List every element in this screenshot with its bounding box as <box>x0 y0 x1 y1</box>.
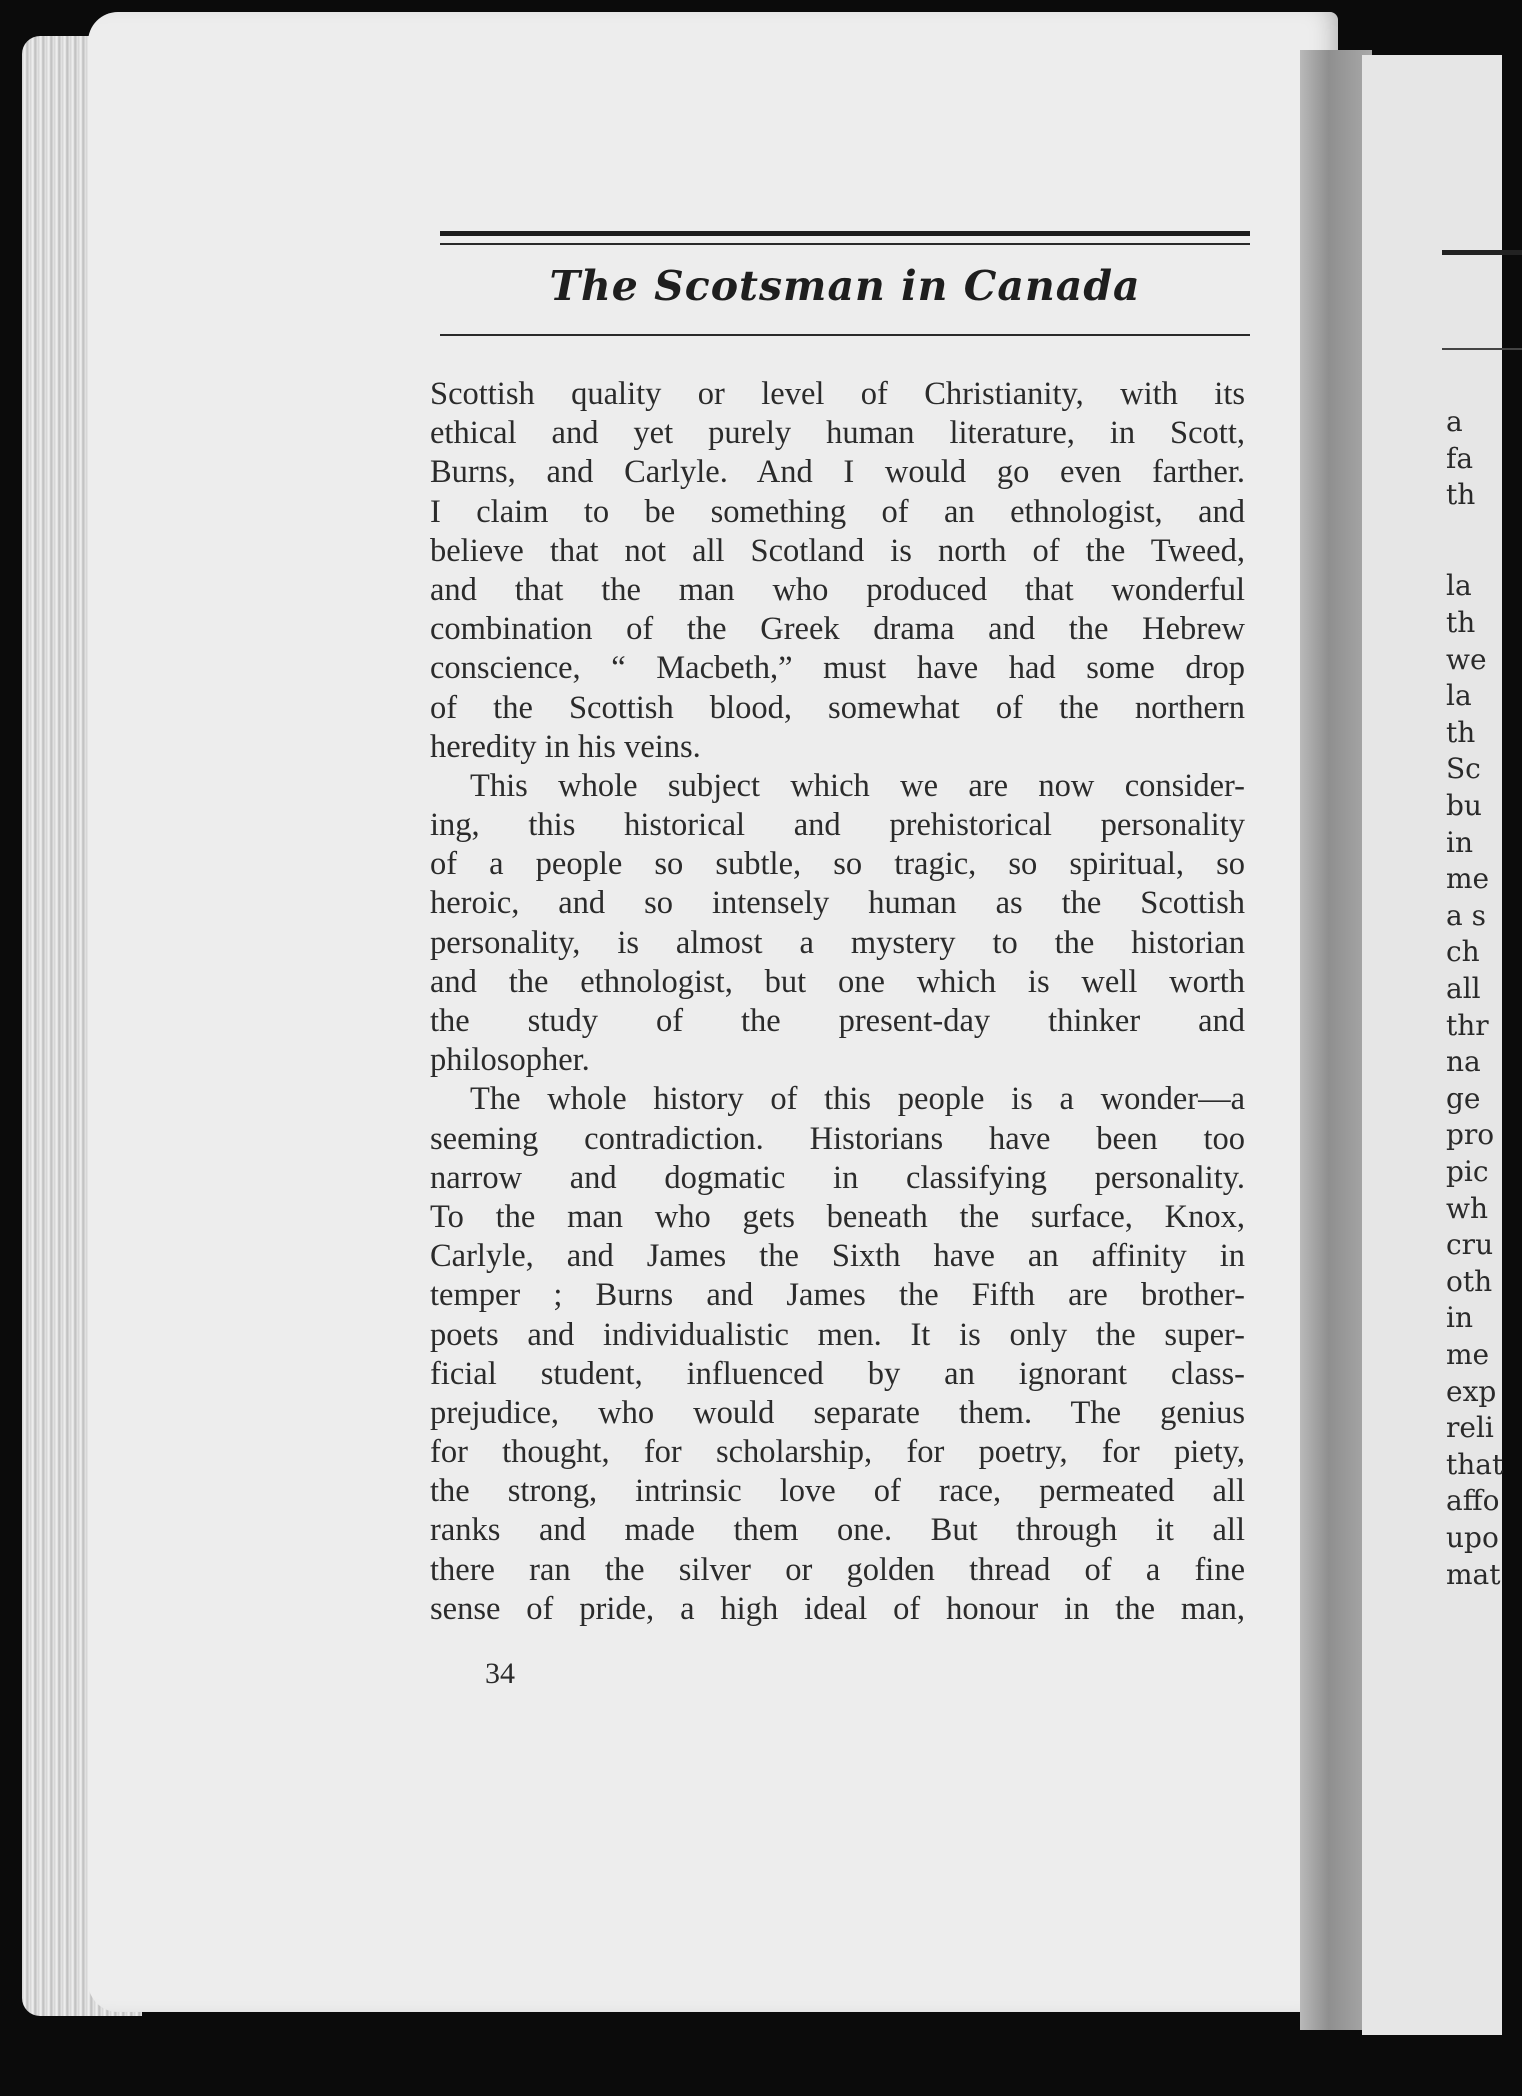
right-page-fragment-text: we <box>1446 642 1487 676</box>
text-line: personality, is almost a mystery to the historian <box>430 924 1245 961</box>
body-text <box>430 375 1245 1629</box>
text-line: seeming contradiction. Historians have been too <box>430 1120 1245 1157</box>
running-head: The Scotsman in Canada <box>549 262 1141 310</box>
text-line: temper ; Burns and James the Fifth are brother- <box>430 1277 1245 1314</box>
right-page-fragment-text: pic <box>1446 1155 1489 1188</box>
right-page-fragment-text: wh <box>1446 1191 1488 1225</box>
head-rule-bottom <box>440 334 1250 336</box>
text-line: there ran the silver or golden thread of a fine <box>430 1551 1245 1588</box>
text-line: the study of the present-day thinker and <box>430 1003 1245 1039</box>
text-line: conscience, “ Macbeth,” must have had some drop <box>430 650 1245 687</box>
text-line: ficial student, influenced by an ignorant class- <box>430 1355 1245 1392</box>
text-line: sense of pride, a high ideal of honour in the man, <box>430 1590 1245 1627</box>
right-page-fragment <box>1362 55 1502 2035</box>
right-page-head-rule <box>1442 250 1522 255</box>
right-page-fragment-text: all <box>1446 972 1481 1005</box>
text-line: ethical and yet purely human literature, in Scott, <box>430 415 1245 452</box>
right-page-fragment-text: me <box>1446 1338 1490 1371</box>
text-line: I claim to be something of an ethnologist, and <box>430 493 1245 530</box>
head-rule-thick <box>440 231 1250 236</box>
right-page-fragment-text: mat <box>1446 1557 1501 1591</box>
right-page-fragment-text: ge <box>1446 1081 1481 1115</box>
text-line: combination of the Greek drama and the Hebrew <box>430 611 1245 648</box>
text-line: prejudice, who would separate them. The genius <box>430 1394 1245 1431</box>
text-line: ing, this historical and prehistorical personality <box>430 807 1245 844</box>
head-rule-thin <box>440 243 1250 245</box>
right-page-fragment-text: that <box>1446 1447 1504 1481</box>
text-line: ranks and made them one. But through it all <box>430 1512 1245 1549</box>
text-line: and that the man who produced that wonderful <box>430 571 1245 608</box>
right-page-fragment-text: la <box>1446 569 1472 603</box>
text-line: Burns, and Carlyle. And I would go even farther. <box>430 454 1245 491</box>
text-line: narrow and dogmatic in classifying personality. <box>430 1159 1245 1196</box>
text-line: believe that not all Scotland is north of the Tweed, <box>430 532 1245 569</box>
right-page-fragment-text: bu <box>1446 789 1482 822</box>
right-page-fragment-text: affo <box>1446 1484 1500 1518</box>
text-line: the strong, intrinsic love of race, permeated all <box>430 1473 1245 1510</box>
text-line: poets and individualistic men. It is only the super- <box>430 1316 1245 1353</box>
right-page-fragment-text: in <box>1446 825 1473 859</box>
text-line: heroic, and so intensely human as the Scottish <box>430 885 1245 922</box>
right-page-fragment-text: fa <box>1446 441 1474 475</box>
text-line: To the man who gets beneath the surface, Knox, <box>430 1198 1245 1235</box>
right-page-fragment-text: exp <box>1446 1374 1497 1408</box>
text-line: and the ethnologist, but one which is well worth <box>430 963 1245 1000</box>
right-page-fragment-text: la <box>1446 679 1472 713</box>
right-page-fragment-text: a s <box>1446 898 1486 932</box>
text-line: This whole subject which we are now consider- <box>470 767 1245 804</box>
right-page-fragment-text: a <box>1446 405 1463 438</box>
right-page-fragment-text: na <box>1446 1045 1481 1079</box>
right-page-fragment-text: th <box>1446 715 1476 749</box>
right-page-fragment-text: th <box>1446 606 1476 639</box>
text-line: of a people so subtle, so tragic, so spiritual, so <box>430 846 1245 883</box>
text-line: for thought, for scholarship, for poetry, for piety, <box>430 1434 1245 1471</box>
right-page-fragment-text: me <box>1446 862 1490 896</box>
right-page-fragment-text: th <box>1446 478 1476 512</box>
text-line: heredity in his veins. <box>430 728 701 765</box>
right-page-fragment-text: ch <box>1446 935 1480 969</box>
text-line: The whole history of this people is a wonder—a <box>470 1081 1245 1118</box>
right-page-fragment-text: Sc <box>1446 752 1481 786</box>
right-page-fragment-text: in <box>1446 1301 1473 1335</box>
right-page-fragment-text: upo <box>1446 1521 1499 1554</box>
text-line: Carlyle, and James the Sixth have an affinity in <box>430 1238 1245 1275</box>
page-number: 34 <box>485 1657 515 1690</box>
text-line: of the Scottish blood, somewhat of the northern <box>430 689 1245 726</box>
right-page-fragment-text: reli <box>1446 1411 1494 1445</box>
right-page-head-rule-thin <box>1442 348 1522 350</box>
right-page-fragment-text: pro <box>1446 1118 1495 1152</box>
right-page-fragment-text: oth <box>1446 1264 1493 1298</box>
text-line: philosopher. <box>430 1042 590 1079</box>
right-page-fragment-text: cru <box>1446 1228 1494 1262</box>
right-page-fragment-text: thr <box>1446 1008 1489 1042</box>
text-line: Scottish quality or level of Christianity, with its <box>430 376 1245 412</box>
